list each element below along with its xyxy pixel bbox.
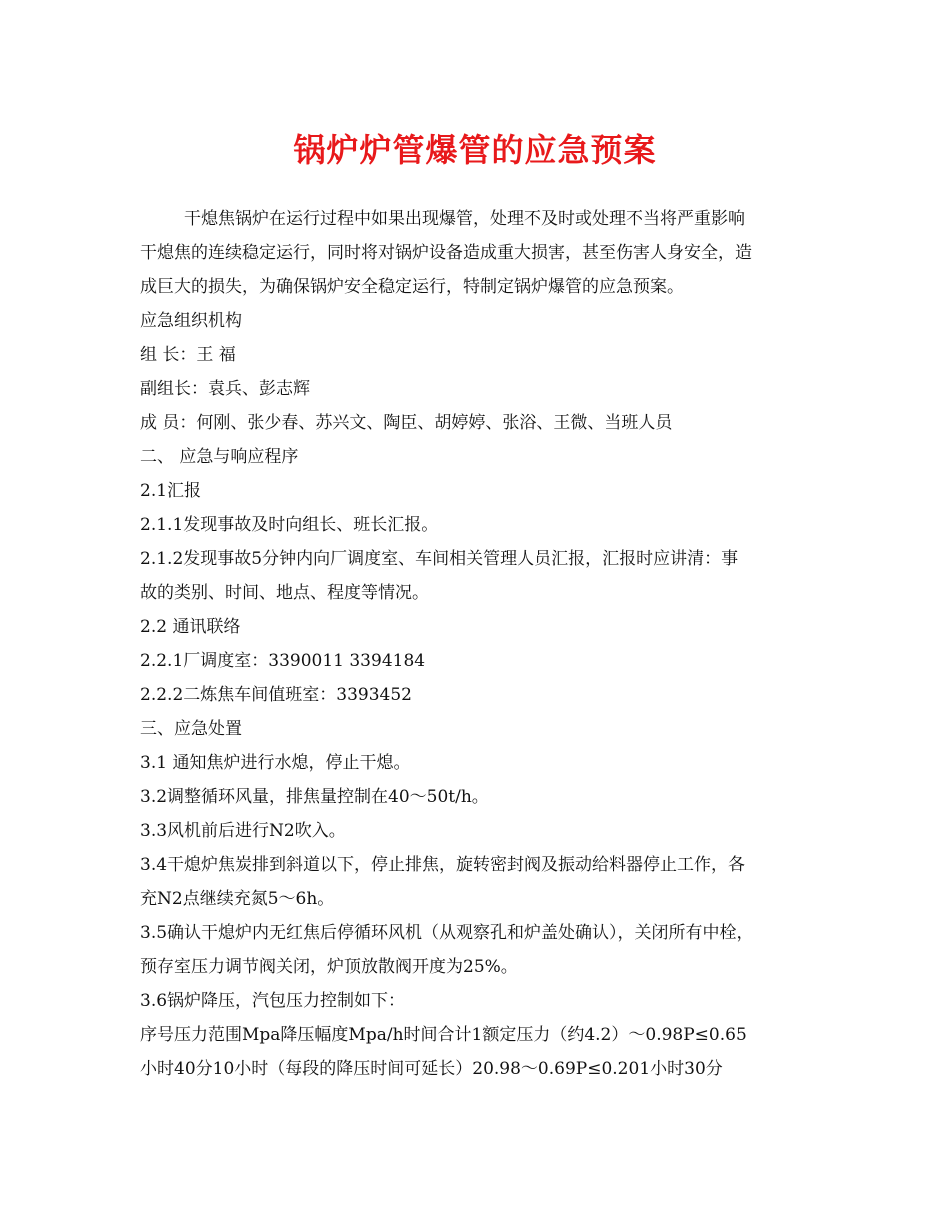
text-line: 副组长：袁兵、彭志辉 xyxy=(140,379,310,399)
text-line: 3.1 通知焦炉进行水熄，停止干熄。 xyxy=(140,753,411,773)
text-line: 3.4干熄炉焦炭排到斜道以下，停止排焦，旋转密封阀及振动给料器停止工作，各 xyxy=(140,855,746,875)
text-line: 成 员：何刚、张少春、苏兴文、陶臣、胡婷婷、张浴、王微、当班人员 xyxy=(140,413,673,433)
paragraph-line: 成巨大的损失，为确保锅炉安全稳定运行，特制定锅炉爆管的应急预案。 xyxy=(140,277,684,297)
text-line: 序号压力范围Mpa降压幅度Mpa/h时间合计1额定压力（约4.2）～0.98P≤0.65 xyxy=(140,1025,747,1045)
text-line: 2.1汇报 xyxy=(140,481,202,501)
text-line: 2.2 通讯联络 xyxy=(140,617,241,637)
text-line: 小时40分10小时（每段的降压时间可延长）20.98～0.69P≤0.201小时30分 xyxy=(140,1059,723,1079)
text-line: 组 长：王 福 xyxy=(140,345,236,365)
text-line: 2.1.2发现事故5分钟内向厂调度室、车间相关管理人员汇报，汇报时应讲清：事 xyxy=(140,549,739,569)
section-heading: 二、 应急与响应程序 xyxy=(140,447,299,467)
paragraph-line: 干熄焦的连续稳定运行，同时将对锅炉设备造成重大损害，甚至伤害人身安全，造 xyxy=(140,243,752,263)
text-line: 3.3风机前后进行N2吹入。 xyxy=(140,821,346,841)
text-line: 3.2调整循环风量，排焦量控制在40～50t/h。 xyxy=(140,787,489,807)
section-heading: 三、应急处置 xyxy=(140,719,242,739)
text-line: 故的类别、时间、地点、程度等情况。 xyxy=(140,583,429,603)
document-title: 锅炉炉管爆管的应急预案 xyxy=(293,131,657,169)
text-line: 2.1.1发现事故及时向组长、班长汇报。 xyxy=(140,515,439,535)
text-line: 预存室压力调节阀关闭，炉顶放散阀开度为25%。 xyxy=(140,957,518,977)
section-heading: 应急组织机构 xyxy=(140,311,242,331)
paragraph-line: 干熄焦锅炉在运行过程中如果出现爆管，处理不及时或处理不当将严重影响 xyxy=(184,209,745,229)
text-line: 3.5确认干熄炉内无红焦后停循环风机（从观察孔和炉盖处确认），关闭所有中栓， xyxy=(140,923,754,943)
text-line: 3.6锅炉降压，汽包压力控制如下： xyxy=(140,991,406,1011)
text-line: 2.2.1厂调度室：3390011 3394184 xyxy=(140,651,426,671)
text-line: 2.2.2二炼焦车间值班室：3393452 xyxy=(140,685,412,705)
text-line: 充N2点继续充氮5～6h。 xyxy=(140,889,335,909)
document-body xyxy=(140,202,812,1086)
